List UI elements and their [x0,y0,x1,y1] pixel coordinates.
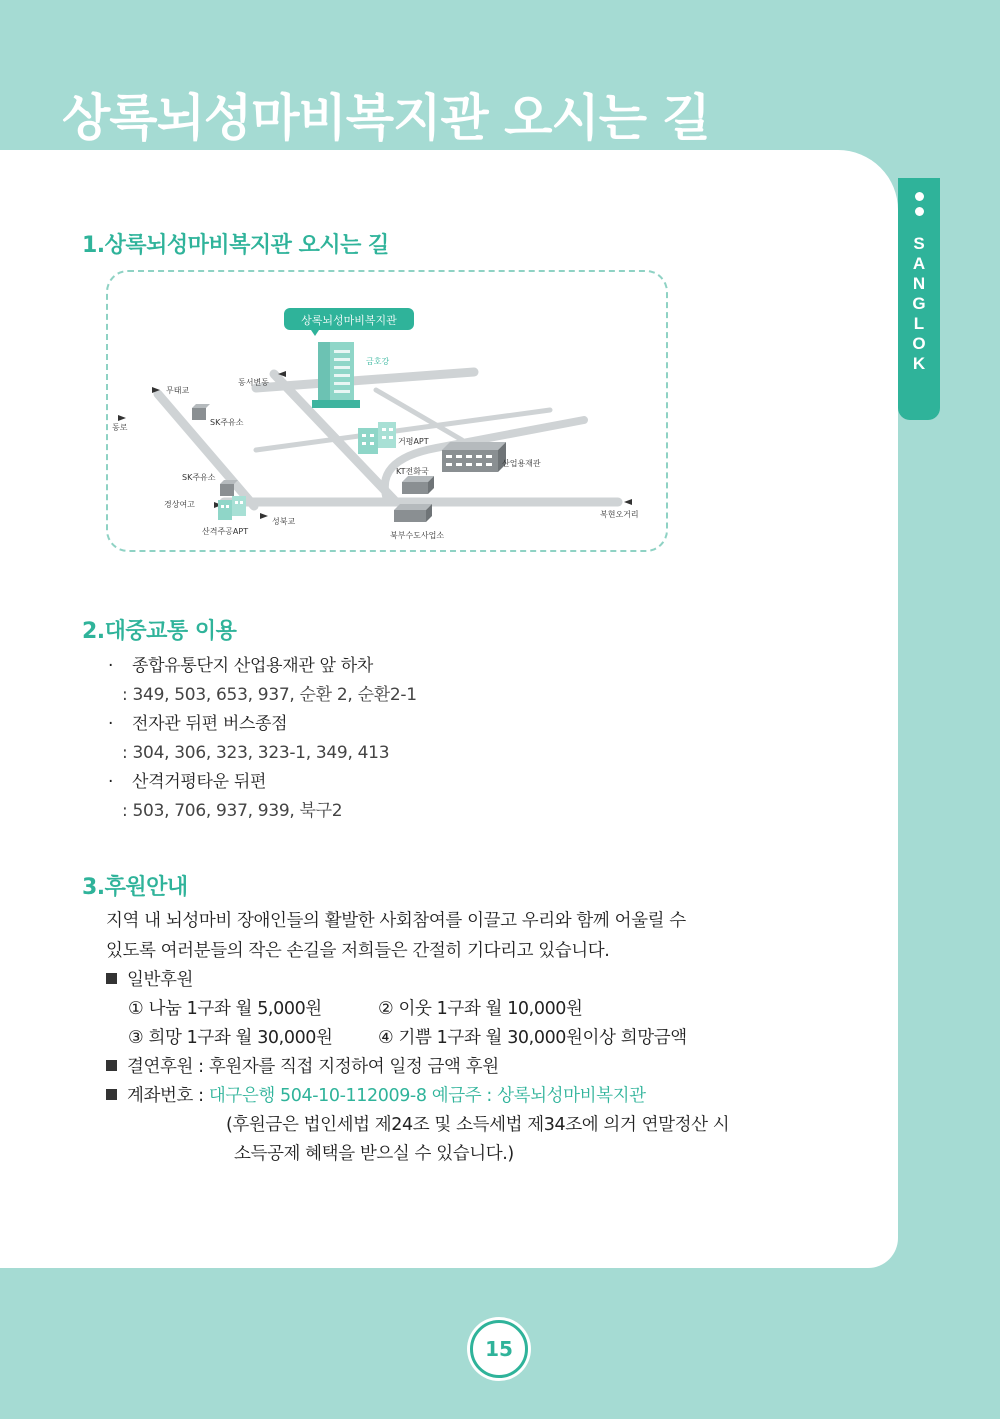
map-label: 금호강 [366,357,390,366]
section2-heading: 2.대중교통 이용 [82,619,237,644]
section1-heading: 1.상록뇌성마비복지관 오시는 길 [82,233,389,258]
gas-station-icon [192,404,210,420]
square-bullet-icon [106,1089,117,1100]
square-bullet-icon [106,973,117,984]
support-option: ④ 기쁨 1구좌 월 30,000원이상 희망금액 [378,1028,687,1048]
building-icon [312,342,360,408]
square-bullet-icon [106,1060,117,1071]
map-label: 산격주공APT [202,527,249,536]
linked-support: 결연후원 : 후원자를 직접 지정하여 일정 금액 후원 [106,1053,826,1082]
map-label: 무태교 [166,386,190,395]
section3-heading: 3.후원안내 [82,875,188,900]
bus-routes: : 503, 706, 937, 939, 북구2 [122,801,343,821]
side-letter: S [913,234,925,253]
page-title: 상록뇌성마비복지관 오시는 길 [62,89,710,147]
side-letter: A [912,254,926,273]
side-tab-letters [898,234,940,374]
bullet-icon: · [108,772,114,792]
bus-routes: : 304, 306, 323, 323-1, 349, 413 [122,743,390,763]
bus-routes: : 349, 503, 653, 937, 순환 2, 순환2-1 [122,685,417,705]
general-support-label: 일반후원 [106,966,826,995]
map-label: 거평APT [398,437,429,446]
support-option: ③ 희망 1구좌 월 30,000원 [128,1028,333,1048]
bullet-icon: · [108,714,114,734]
account-number: 계좌번호 : 대구은행 504-10-112009-8 예금주 : 상록뇌성마비복지관 [106,1082,826,1111]
map-label: SK주유소 [182,473,216,482]
intro-text: 지역 내 뇌성마비 장애인들의 활발한 사회참여를 이끌고 우리와 함께 어울릴 수 있도록 여러분들의 작은 손길을 저희들은 간절히 기다리고 있습니다. [106,911,686,961]
side-letter: G [912,294,926,313]
map-label: 동로 [112,423,128,432]
destination-label: 상록뇌성마비복지관 [301,314,397,327]
tax-note: 소득공제 혜택을 받으실 수 있습니다.) [234,1144,514,1164]
map-label: KT전화국 [396,467,429,476]
map-label: 복현오거리 [600,510,639,519]
support-options-row [106,1024,826,1053]
support-info [106,906,826,1169]
side-dots [913,192,925,222]
list-item: · 종합유통단지 산업용재관 앞 하차 [108,652,808,681]
location-map [106,270,668,552]
map-label: 경상여고 [164,500,195,509]
list-item: · 전자관 뒤편 버스종점 [108,710,808,739]
side-tab [898,178,940,420]
support-option: ① 나눔 1구좌 월 5,000원 [128,999,322,1019]
support-options-row [106,995,826,1024]
tax-note: (후원금은 법인세법 제24조 및 소득세법 제34조에 의거 연말정산 시 [226,1115,730,1135]
side-letter: O [912,334,926,353]
bullet-icon: · [108,656,114,676]
arrow-left-icon [260,513,268,519]
page-number: 15 [470,1320,528,1378]
list-item: · 산격거평타운 뒤편 [108,768,808,797]
map-label: 산업용재관 [502,459,541,468]
side-letter: K [912,354,926,373]
arrow-left-icon [118,415,126,421]
building-icon [402,476,434,494]
apartment-icon [358,422,396,454]
map-label: 성북교 [272,517,296,526]
arrow-right-icon [624,499,632,505]
account-value: 대구은행 504-10-112009-8 예금주 : 상록뇌성마비복지관 [208,1086,646,1106]
side-letter: L [913,314,925,333]
map-label: 동서변동 [238,378,269,387]
map-label: SK주유소 [210,418,244,427]
industrial-building-icon [442,442,506,472]
side-letter: N [912,274,926,293]
transit-list [108,652,808,826]
building-icon [394,504,432,522]
map-label: 북부수도사업소 [390,531,445,540]
support-option: ② 이웃 1구좌 월 10,000원 [378,999,583,1019]
